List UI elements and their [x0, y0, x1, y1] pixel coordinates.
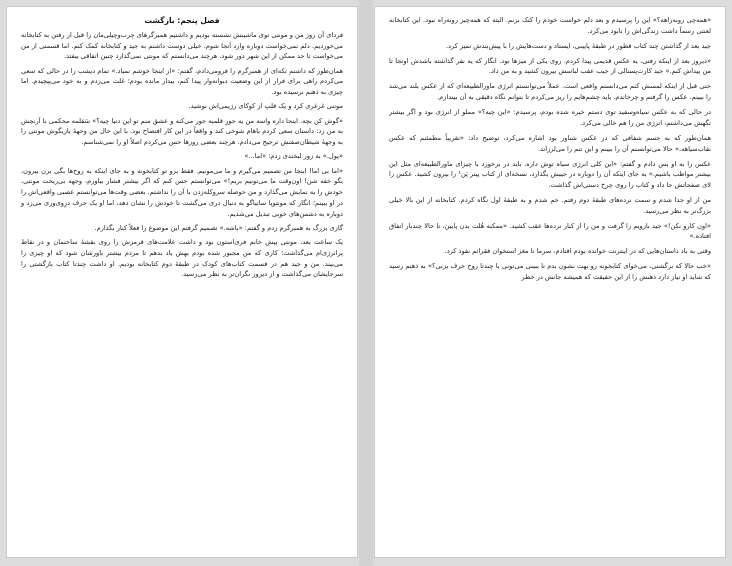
paragraph: «همه‌چی روبه‌راهه؟» این را پرسیدم و بعد دلم خواست خودم را کتک بزنم. البته که همه‌چیز روبه‌راه نبود. این کتابخانه لعنتی رسماً داشت زندگی‌اش را نابود می‌کرد.: [389, 16, 711, 35]
paragraph: همان‌طور که به جسم شفافی که در عکس شناور بود اشاره می‌کرد، توضیح داد: «تقریباً مطمئنم که عکس نقاب‌سیاهه.» حالا می‌توانستم آن را ببینم و این تنم را می‌لرزاند.: [389, 133, 711, 153]
paragraph: مونتی غرغری کرد و یک قلپ از کوکای رژیمی‌اش نوشید.: [188, 102, 343, 111]
paragraph: «گوش کن بچه. اینجا داره واسه من یه جورِ قلمبه جور می‌کنه و عشق منم تو این دنیا چیه؟» سَقلمه محکمی با آرنجش به من زد: داستان سعی کردم باهام شوخی کند و واقعاً در این کار افتضاح بود. با این حال من وجههٔ بازیگوش مونتی را به وجههٔ شیطان‌صفتش ترجیح می‌دادم. هرچند بعضی روزها حس می‌کردم اصلاً او را نمی‌شناسم.: [21, 116, 343, 147]
paragraph: فردای آن روز من و مونتی توی ماشینش نشسته بودیم و داشتیم همبرگرهای چرب‌وچیلی‌مان را قبل از رفتن به کتابخانه می‌خوردیم. دلم نمی‌خواست دوباره وارد آنجا شوم. خیلی دوست داشتم به جید و کتابخانه کمک کنم. اما قسمتی از من می‌خواست تا حد ممکن از این شهر دور شود. هرچند می‌دانستم که مونتی نمی‌گذارد چنین اتفاقی بیفتد.: [21, 31, 343, 61]
chapter-title: فصل پنجم: بازگشت: [144, 16, 220, 25]
paragraph: «خب حالا که برگشتی، می‌خوای کتابخونه رو بهت نشون بدم تا ببینی می‌تونی با چندتا روح حرف بزنی؟» به ذهنم رسید که شاید او نیاز دارد ذهنش را از این حقیقت که همیشه جانش در خطر: [389, 262, 711, 282]
paragraph: «دیروز بعد از اینکه رفتی، یه عکس قدیمی پیدا کردم. روی یکی از میزها بود. انگار که یه نفر گذاشته باشدش اونجا تا من پیداش کنم.» جید کارت‌پستالی از جیب عقب لباسش بیرون کشید و به من داد.: [389, 56, 711, 76]
paragraph: همان‌طور که داشتم تکه‌ای از همبرگرم را فرومی‌دادم، گفتم: «از اینجا خوشم نمیاد.» تمام دیشب را در حالی که سعی می‌کردم راهی برای فرار از این وضعیت دیوانه‌وار پیدا کنم، بیدار مانده بودم؛ غلت می‌زدم و به خود می‌پیچیدم. اما چیزی به ذهنم نرسیده بود.: [21, 66, 343, 97]
paragraph: وقتی به یاد داستان‌هایی که در اینترنت خوانده بودم افتادم، سرما تا مغز استخوان فقراتم نفوذ کرد.: [444, 247, 711, 256]
paragraph: «اون کارو نکن!» جید بازویم را گرفت و من را از کنار نرده‌ها عقب کشید. «ممکنه هُلت بدن پایین، تا حالا چندبار اتفاق افتاده.»: [389, 221, 711, 241]
paragraph: «پول.» به زور لبخندی زدم: «اما...»: [244, 152, 343, 161]
right-page: [374, 6, 726, 558]
paragraph: عکس را به او پس دادم و گفتم: «این کلی انرژی سیاه توش داره. باید در برخورد با چیزای ماورالطبیعه‌ای مثل این بیشتر مواظب باشیم.» به جای اینکه آن را دوباره در جیبش بگذارد، نسخه‌ای از کتاب پیتر پَن¹ را بیرون کشید. عکس را لای صفحاتش جا داد و کتاب را روی چرخ دستی‌اش گذاشت.: [389, 159, 711, 189]
page-gutter: [359, 0, 373, 566]
paragraph: من از او جدا شدم و سمت نرده‌های طبقهٔ دوم رفتم. خم شدم و به طبقهٔ اول نگاه کردم. کتابخانه از این بالا خیلی بزرگ‌تر به نظر می‌رسید.: [389, 195, 711, 215]
paragraph: «اما بی اما! اینجا من تصمیم می‌گیرم و ما می‌مونیم. فقط برو تو کتابخونه و به جای اینکه به روح‌ها بگی برن بیرون، بگو خفه شن! اون‌وقت ما می‌تونیم بریم!» می‌توانستم حس کنم که اگر بیشتر فشار بیاورم، وجهه بی‌ریخت مونتی، خودش را به نمایش می‌گذارد و من حوصله سروکله‌زدن با آن را نداشتم. بعضی وقت‌ها می‌توانستم عصبی واقعی‌اش را در او ببینم؛ انگار که مونتوپا ساتیاگو به دنبال دری می‌گشت تا خودش را نشان دهد، اما او یک حرف درِوی‌وری می‌زد و دوباره به دشمن‌های خوبی تبدیل می‌شدیم.: [21, 166, 343, 218]
left-page: [6, 6, 358, 558]
paragraph: جید بعد از گذاشتن چند کتاب قطور در طبقهٔ پایینی، ایستاد و دست‌هایش را با پیش‌بندش تمیز کرد.: [446, 41, 711, 50]
paragraph: در حالی که به عکس سیاه‌وسفید توی دستم خیره شده بودم، پرسیدم: «این چیه؟» مملو از انرژی بود و اگر بیشتر نگهش می‌داشتم، انرژی من را هم خالی می‌کرد.: [389, 108, 711, 127]
paragraph: یک ساعت بعد، مونتی پیش خانم فری‌استون بود و داشت علامت‌های قرمزش را روی نقشهٔ ساختمان و در نقاط پرانرژی‌ام می‌گذاشت؛ کاری که من مجبور شده بودم بهش یاد بدهم تا مردم بیشتر باورشان شود که او چیزی را می‌بیند. من و جید هم در قسمت کتاب‌های کودک در طبقهٔ دوم کتابخانه بودیم. او داشت چندتا کتاب بازگشتی را سرجایشان می‌گذاشت و از دیروز نگران‌تر به نظر می‌رسید.: [21, 238, 343, 279]
paragraph: حتی قبل از اینکه لمسش کنم می‌دانستم واقعی است. عملاً می‌توانستم انرژی ماورالطبیعه‌ای که از عکس بلند می‌شد را ببینم. عکس را گرفتم و چرخاندم. باید چشم‌هایم را ریز می‌کردم تا بتوانم نگاه دقیقی به آن بیندازم.: [389, 82, 711, 102]
paragraph: گازی بزرگ به همبرگرم زدم و گفتم: «باشه.» تصمیم گرفتم این موضوع را فعلاً کنار بگذارم.: [94, 223, 343, 232]
